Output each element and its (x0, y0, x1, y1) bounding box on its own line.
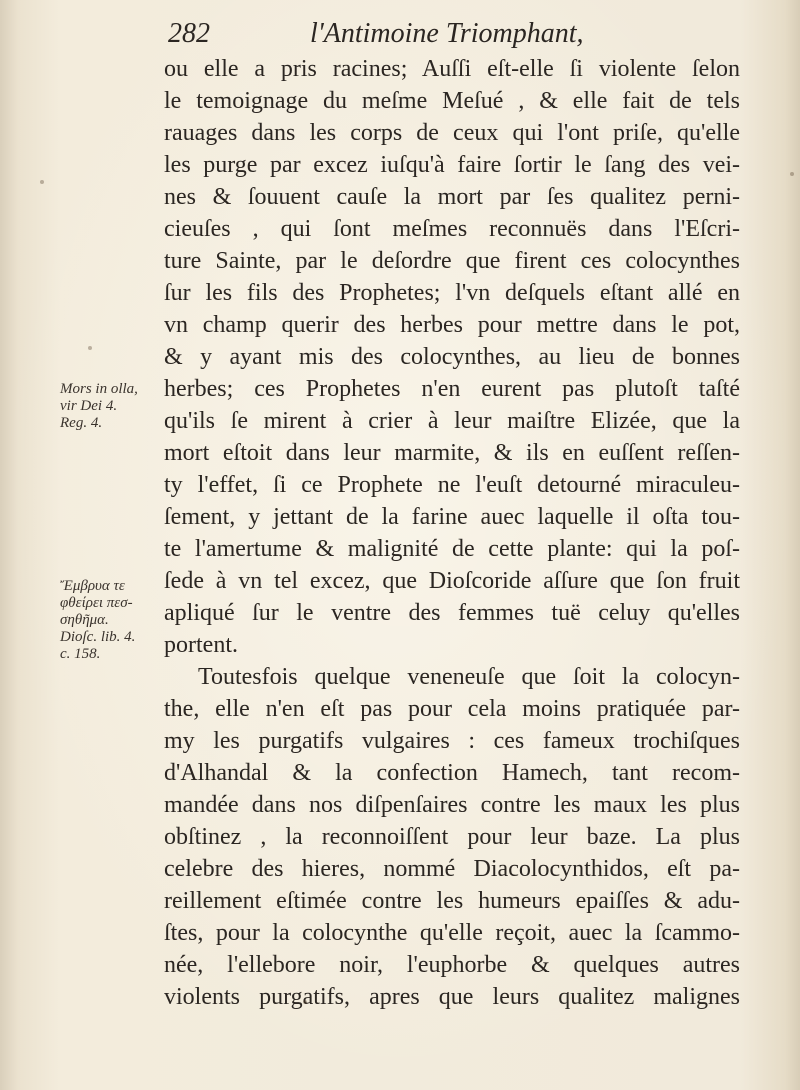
text-line: cieuſes , qui ſont meſmes reconnuës dans l'Eſcri- (164, 216, 740, 242)
page-number: 282 (168, 18, 210, 49)
text-line: reillement eſtimée contre les humeurs epaiſſes & adu- (164, 888, 740, 914)
text-line: portent. (164, 632, 238, 658)
text-line: ſur les fils des Prophetes; l'vn deſquels eſtant allé en (164, 280, 740, 306)
text-line: ture Sainte, par le deſordre que firent ces colocynthes (164, 248, 740, 274)
text-line: qu'ils ſe mirent à crier à leur maiſtre Elizée, que la (164, 408, 740, 434)
main-text-block (164, 53, 740, 1013)
running-title: l'Antimoine Triomphant, (310, 18, 584, 49)
text-line: les purge par excez iuſqu'à faire ſortir le ſang des vei- (164, 152, 740, 178)
text-line: d'Alhandal & la confection Hamech, tant recom- (164, 760, 740, 786)
margin-note-line: σηθῆμα. (60, 612, 109, 628)
text-line: the, elle n'en eſt pas pour cela moins pratiquée par- (164, 696, 740, 722)
text-line: rauages dans les corps de ceux qui l'ont priſe, qu'elle (164, 120, 740, 146)
text-line: ty l'effet, ſi ce Prophete ne l'euſt detourné miraculeu- (164, 472, 740, 498)
text-line: my les purgatifs vulgaires : ces fameux trochiſques (164, 728, 740, 754)
text-line: violents purgatifs, apres que leurs qualitez malignes (164, 984, 740, 1010)
text-line: & y ayant mis des colocynthes, au lieu de bonnes (164, 344, 740, 370)
margin-note-line: c. 158. (60, 646, 101, 662)
text-line: née, l'ellebore noir, l'euphorbe & quelques autres (164, 952, 740, 978)
text-line: mandée dans nos diſpenſaires contre les maux les plus (164, 792, 740, 818)
margin-note-line: Ἔμβρυα τε (60, 578, 125, 594)
margin-note-mors-in-olla (60, 381, 138, 432)
text-line: mort eſtoit dans leur marmite, & ils en euſſent reſſen- (164, 440, 740, 466)
margin-note-line: Reg. 4. (60, 415, 103, 431)
text-line: apliqué ſur le ventre des femmes tuë celuy qu'elles (164, 600, 740, 626)
text-line: ſede à vn tel excez, que Dioſcoride aſſure que ſon fruit (164, 568, 740, 594)
margin-note-line: Mors in olla, (60, 381, 138, 397)
running-head (160, 18, 760, 58)
text-line: nes & ſouuent cauſe la mort par ſes qualitez perni- (164, 184, 740, 210)
text-line: obſtinez , la reconnoiſſent pour leur baze. La plus (164, 824, 740, 850)
text-line: ſtes, pour la colocynthe qu'elle reçoit, auec la ſcammo- (164, 920, 740, 946)
margin-note-line: vir Dei 4. (60, 398, 118, 414)
text-line: ou elle a pris racines; Auſſi eſt-elle ſi violente ſelon (164, 56, 740, 82)
text-line: ſement, y jettant de la farine auec laquelle il oſta tou- (164, 504, 740, 530)
text-line: te l'amertume & malignité de cette plante: qui la poſ- (164, 536, 740, 562)
paper-speck (88, 346, 92, 350)
margin-note-line: Dioſc. lib. 4. (60, 629, 136, 645)
paper-speck (790, 172, 794, 176)
paper-speck (303, 1000, 307, 1004)
text-line: vn champ querir des herbes pour mettre dans le pot, (164, 312, 740, 338)
margin-note-dioscorides (60, 578, 135, 663)
margin-note-line: φθείρει πεσ- (60, 595, 133, 611)
paragraph-first-line: Toutesfois quelque veneneuſe que ſoit la colocyn- (198, 664, 740, 690)
text-line: herbes; ces Prophetes n'en eurent pas plutoſt taſté (164, 376, 740, 402)
paper-speck (40, 180, 44, 184)
text-line: celebre des hieres, nommé Diacolocynthidos, eſt pa- (164, 856, 740, 882)
text-line: le temoignage du meſme Meſué , & elle fait de tels (164, 88, 740, 114)
